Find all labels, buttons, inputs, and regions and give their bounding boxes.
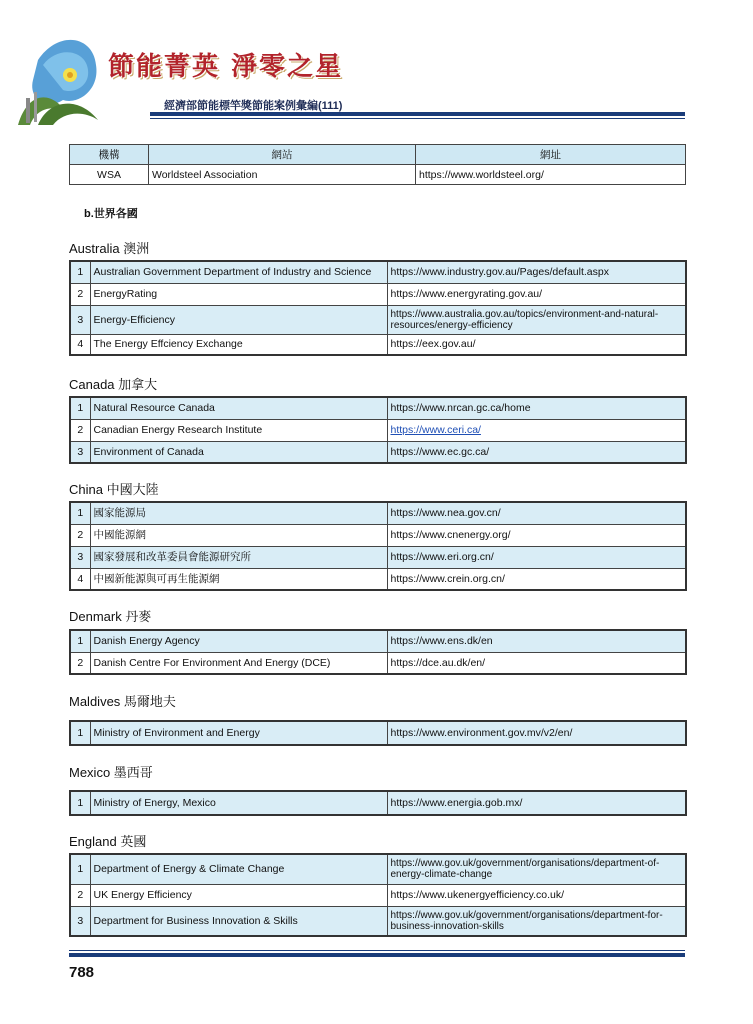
url-cell[interactable]: https://www.energia.gob.mx/ [387,791,686,815]
row-number: 2 [70,524,90,546]
row-number: 1 [70,854,90,884]
url-cell[interactable]: https://www.cnenergy.org/ [387,524,686,546]
row-number: 1 [70,261,90,283]
table-row [70,791,686,815]
org-cell: Canadian Energy Research Institute [90,419,387,441]
url-cell[interactable] [387,419,686,441]
column-header: 機構 [70,145,149,165]
org-cell: Danish Centre For Environment And Energy (DCE) [90,652,387,674]
url-cell[interactable]: https://www.ec.gc.ca/ [387,441,686,463]
org-cell: Danish Energy Agency [90,630,387,652]
url-cell[interactable]: https://www.gov.uk/government/organisations/department-for-business-innovation-skills [387,906,686,936]
country-table-australia [69,260,687,356]
org-cell: EnergyRating [90,283,387,305]
table-header-row [70,145,686,165]
table-row [70,906,686,936]
url-cell[interactable]: https://dce.au.dk/en/ [387,652,686,674]
row-number: 1 [70,791,90,815]
row-number: 3 [70,546,90,568]
url-cell[interactable]: https://www.nrcan.gc.ca/home [387,397,686,419]
country-heading-australia: Australia 澳洲 [69,241,150,256]
url-cell[interactable]: https://www.gov.uk/government/organisations/department-of-energy-climate-change [387,854,686,884]
org-cell: Department for Business Innovation & Skills [90,906,387,936]
url-cell[interactable]: https://eex.gov.au/ [387,334,686,355]
header-subtitle: 經濟部節能標竿獎節能案例彙編(111) [164,100,343,112]
org-cell: Environment of Canada [90,441,387,463]
row-number: 1 [70,630,90,652]
row-number: 1 [70,721,90,745]
page-header [0,0,753,130]
org-cell: Natural Resource Canada [90,397,387,419]
country-heading-china: China 中國大陸 [69,482,159,497]
org-cell: UK Energy Efficiency [90,884,387,906]
url-cell[interactable]: https://www.worldsteel.org/ [416,165,686,185]
url-cell[interactable]: https://www.australia.gov.au/topics/environment-and-natural-resources/energy-efficiency [387,305,686,334]
row-number: 3 [70,906,90,936]
org-cell: 中國能源網 [90,524,387,546]
table-row [70,441,686,463]
table-row [70,334,686,355]
row-number: 3 [70,441,90,463]
url-cell[interactable]: https://www.nea.gov.cn/ [387,502,686,524]
emblem-icon [8,20,108,130]
org-cell: Australian Government Department of Industry and Science [90,261,387,283]
org-cell: The Energy Effciency Exchange [90,334,387,355]
country-table-canada [69,396,687,464]
table-row [70,524,686,546]
row-number: 1 [70,397,90,419]
org-abbr-cell: WSA [70,165,149,185]
country-table-maldives [69,720,687,746]
country-table-mexico [69,790,687,816]
url-link[interactable]: https://www.ceri.ca/ [390,424,481,436]
org-cell: Energy-Efficiency [90,305,387,334]
org-cell: 國家發展和改革委員會能源研究所 [90,546,387,568]
org-cell: 中國新能源與可再生能源網 [90,568,387,590]
country-heading-maldives: Maldives 馬爾地夫 [69,694,176,709]
row-number: 1 [70,502,90,524]
organizations-table [69,144,686,185]
org-cell: Ministry of Environment and Energy [90,721,387,745]
header-title: 節能菁英 淨零之星 [108,52,344,82]
table-row [70,397,686,419]
page-number: 788 [69,964,95,981]
url-cell[interactable]: https://www.crein.org.cn/ [387,568,686,590]
url-cell[interactable]: https://www.environment.gov.mv/v2/en/ [387,721,686,745]
country-heading-mexico: Mexico 墨西哥 [69,765,153,780]
table-row [70,502,686,524]
url-cell[interactable]: https://www.ens.dk/en [387,630,686,652]
country-table-china [69,501,687,591]
table-row [70,568,686,590]
url-cell[interactable]: https://www.industry.gov.au/Pages/default.aspx [387,261,686,283]
row-number: 2 [70,652,90,674]
table-row [70,854,686,884]
section-label: b.世界各國 [84,208,138,220]
row-number: 2 [70,884,90,906]
table-row [70,630,686,652]
country-table-denmark [69,629,687,675]
table-row [70,261,686,283]
url-cell[interactable]: https://www.energyrating.gov.au/ [387,283,686,305]
column-header: 網址 [416,145,686,165]
footer-rule-thin [69,950,685,951]
column-header: 網站 [149,145,416,165]
org-cell: Department of Energy & Climate Change [90,854,387,884]
row-number: 3 [70,305,90,334]
table-row [70,546,686,568]
url-cell[interactable]: https://www.eri.org.cn/ [387,546,686,568]
table-row [70,721,686,745]
table-row [70,419,686,441]
table-row [70,652,686,674]
table-row [70,305,686,334]
table-row [70,283,686,305]
country-heading-canada: Canada 加拿大 [69,377,158,392]
table-row [70,884,686,906]
table-row [70,165,686,185]
header-rule [150,112,685,116]
country-heading-denmark: Denmark 丹麥 [69,609,152,624]
site-name-cell: Worldsteel Association [149,165,416,185]
row-number: 2 [70,419,90,441]
org-cell: Ministry of Energy, Mexico [90,791,387,815]
url-cell[interactable]: https://www.ukenergyefficiency.co.uk/ [387,884,686,906]
row-number: 2 [70,283,90,305]
row-number: 4 [70,334,90,355]
row-number: 4 [70,568,90,590]
country-heading-england: England 英國 [69,834,147,849]
country-table-england [69,853,687,937]
footer-rule [69,953,685,957]
org-cell: 國家能源局 [90,502,387,524]
header-rule-thin [150,118,685,119]
